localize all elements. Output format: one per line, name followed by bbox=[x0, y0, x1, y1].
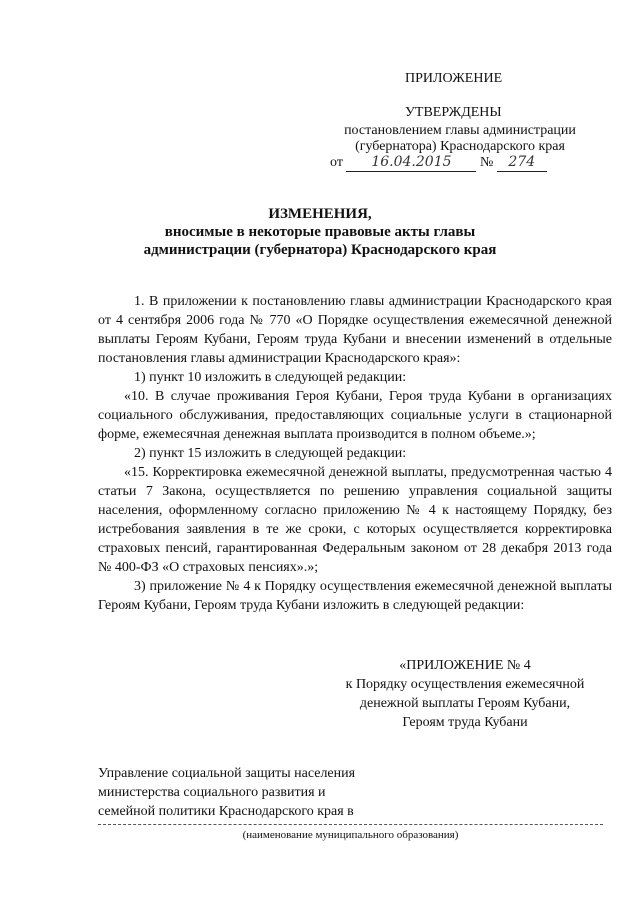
appendix-4-line-1: «ПРИЛОЖЕНИЕ № 4 bbox=[399, 658, 531, 673]
org-line-1: Управление социальной защиты населения bbox=[98, 766, 356, 781]
approval-line-2: (губернатора) Краснодарского края bbox=[355, 139, 565, 154]
approval-line-1: постановлением главы администрации bbox=[344, 123, 576, 138]
paragraph-3: «10. В случае проживания Героя Кубани, Героя труда Кубани в организациях социального обслуживания, предоставляющих социальные услуги в стационарной форме, ежемесячная денежная выплата производится в полном объеме.»; bbox=[98, 389, 612, 442]
appendix-4-block bbox=[330, 656, 600, 732]
paragraph-2: 1) пункт 10 изложить в следующей редакции: bbox=[134, 370, 407, 385]
fill-in-caption: (наименование муниципального образования) bbox=[242, 829, 459, 841]
handwritten-date: 16.04.2015 bbox=[346, 153, 476, 172]
paragraph-1: 1. В приложении к постановлению главы администрации Краснодарского края от 4 сентября 2006 года № 770 «О Порядке осуществления ежемесячной денежной выплаты Героям Кубани, Героям труда Кубани и внесении изменений в отдельные постановления главы администрации Краснодарского края»: bbox=[98, 294, 612, 366]
appendix-4-line-3: денежной выплаты Героям Кубани, bbox=[359, 696, 571, 711]
document-title: ИЗМЕНЕНИЯ, bbox=[268, 206, 372, 222]
signature-line bbox=[330, 153, 590, 172]
fill-in-line bbox=[98, 824, 603, 825]
approved-label: УТВЕРЖДЕНЫ bbox=[405, 105, 502, 120]
document-body bbox=[98, 292, 612, 615]
document-subtitle-1: вносимые в некоторые правовые акты главы bbox=[164, 224, 476, 240]
paragraph-6: 3) приложение № 4 к Порядку осуществления ежемесячной денежной выплаты Героям Кубани, Героям труда Кубани изложить в следующей редакции: bbox=[98, 579, 612, 613]
paragraph-5: «15. Корректировка ежемесячной денежной выплаты, предусмотренная частью 4 статьи 7 Закона, осуществляется по решению управления социальной защиты населения, оформленному согласно приложению № 4 к настоящему Порядку, без истребования заявления в те же сроки, с которых осуществляется корректировка страховых пенсий, гарантированная Федеральным законом от 28 декабря 2013 года № 400-ФЗ «О страховых пенсиях».»; bbox=[98, 465, 612, 575]
org-line-3: семейной политики Краснодарского края в bbox=[98, 804, 354, 819]
organization-block bbox=[98, 764, 398, 821]
appendix-4-line-4: Героям труда Кубани bbox=[402, 715, 528, 730]
paragraph-4: 2) пункт 15 изложить в следующей редакции: bbox=[134, 446, 407, 461]
appendix-label: ПРИЛОЖЕНИЕ bbox=[405, 71, 503, 86]
document-subtitle-2: администрации (губернатора) Краснодарского края bbox=[143, 242, 497, 258]
from-label: от bbox=[330, 155, 343, 170]
appendix-4-line-2: к Порядку осуществления ежемесячной bbox=[345, 677, 585, 692]
number-label: № bbox=[479, 155, 494, 170]
org-line-2: министерства социального развития и bbox=[98, 785, 326, 800]
handwritten-number: 274 bbox=[497, 153, 547, 172]
